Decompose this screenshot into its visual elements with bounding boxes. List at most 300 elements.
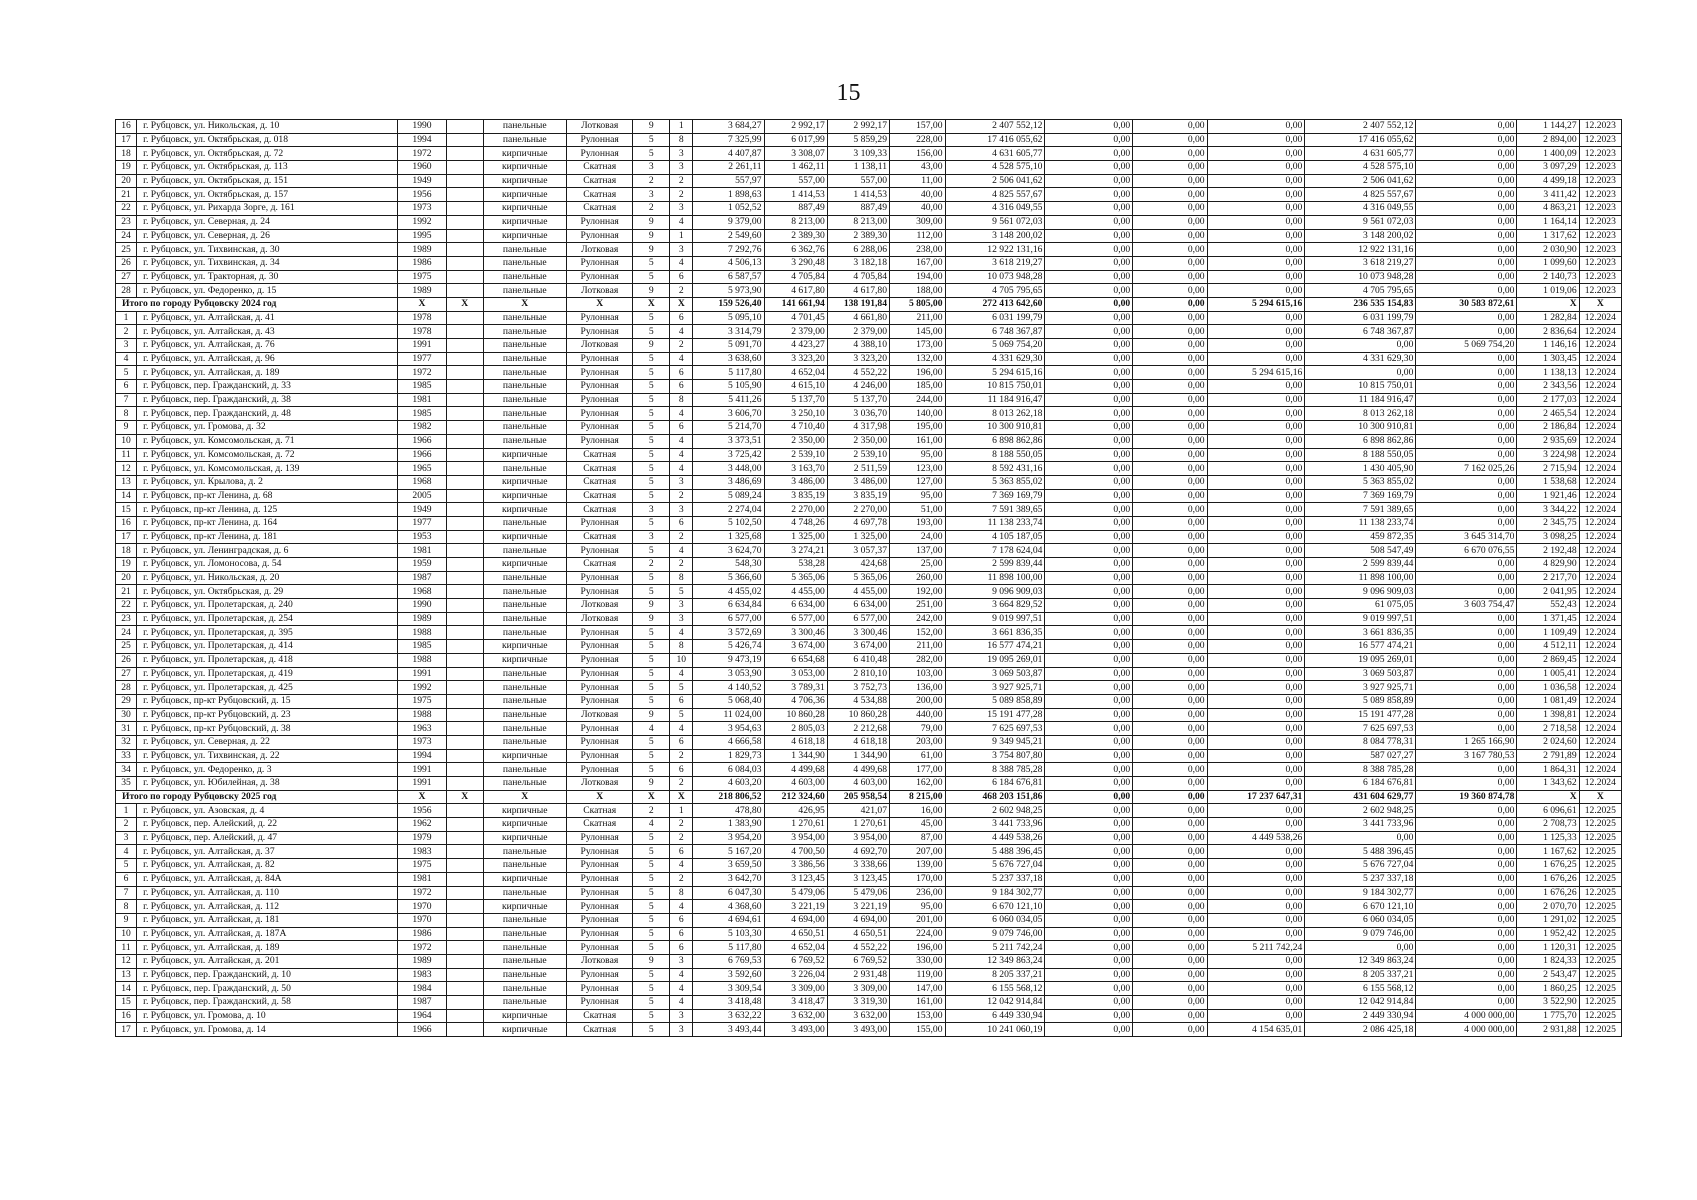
fund-federal-cell: 0,00	[1045, 393, 1133, 407]
entrances-cell: 4	[670, 352, 693, 366]
fund-local-cell: 0,00	[1207, 954, 1305, 968]
address-cell: г. Рубцовск, пр-кт Рубцовский, д. 23	[137, 708, 398, 722]
total-area-cell: 7 325,99	[693, 133, 764, 147]
row-number-cell: 23	[116, 612, 137, 626]
completion-date-cell: 12.2023	[1579, 270, 1621, 284]
row-number-cell: 27	[116, 270, 137, 284]
living-area-cell: 1 270,61	[764, 818, 827, 832]
floors-cell: 3	[633, 188, 670, 202]
floors-cell: 5	[633, 763, 670, 777]
year-cell: 1977	[398, 352, 447, 366]
year-cell: 1949	[398, 503, 447, 517]
total-area-cell: 1 829,73	[693, 749, 764, 763]
entrances-cell: 4	[670, 900, 693, 914]
total-area-cell: 5 117,80	[693, 941, 764, 955]
wall-material-cell: кирпичные	[483, 161, 566, 175]
table-row	[116, 503, 1622, 517]
wall-material-cell: панельные	[483, 927, 566, 941]
residential-area-cell: 5 479,06	[827, 886, 889, 900]
blank-cell	[446, 667, 483, 681]
unit-cost-cell: 2 217,70	[1517, 571, 1579, 585]
table-row	[116, 462, 1622, 476]
fund-owners-cell: 431 604 629,77	[1305, 790, 1416, 804]
roof-type-cell: Рулонная	[566, 900, 633, 914]
repair-cost-cell: 8 388 785,28	[945, 763, 1045, 777]
fund-federal-cell: 0,00	[1045, 133, 1133, 147]
row-number-cell: 10	[116, 927, 137, 941]
fund-regional-cell: 0,00	[1133, 694, 1207, 708]
repair-cost-cell: 12 349 863,24	[945, 954, 1045, 968]
total-area-cell: 3 954,63	[693, 722, 764, 736]
year-cell: 1987	[398, 996, 447, 1010]
unit-cost-cell: 2 869,45	[1517, 653, 1579, 667]
address-cell: г. Рубцовск, ул. Никольская, д. 10	[137, 120, 398, 134]
total-area-cell: 2 549,60	[693, 229, 764, 243]
blank-cell	[446, 612, 483, 626]
total-area-cell: 2 274,04	[693, 503, 764, 517]
repair-cost-cell: 10 300 910,81	[945, 421, 1045, 435]
roof-type-cell: Рулонная	[566, 516, 633, 530]
residents-cell: 330,00	[890, 954, 946, 968]
fund-federal-cell: 0,00	[1045, 571, 1133, 585]
row-number-cell: 32	[116, 735, 137, 749]
fund-other-cell: 0,00	[1416, 708, 1517, 722]
roof-type-cell: Рулонная	[566, 215, 633, 229]
repair-cost-cell: 3 618 219,27	[945, 256, 1045, 270]
fund-regional-cell: 0,00	[1133, 1023, 1207, 1037]
roof-type-cell: Рулонная	[566, 229, 633, 243]
blank-cell	[446, 859, 483, 873]
fund-other-cell: 0,00	[1416, 133, 1517, 147]
address-cell: г. Рубцовск, ул. Пролетарская, д. 419	[137, 667, 398, 681]
table-row	[116, 407, 1622, 421]
unit-cost-cell: 1 282,84	[1517, 311, 1579, 325]
residential-area-cell: 4 697,78	[827, 516, 889, 530]
repair-cost-cell: 17 416 055,62	[945, 133, 1045, 147]
address-cell: г. Рубцовск, ул. Юбилейная, д. 38	[137, 777, 398, 791]
fund-owners-cell: 7 369 169,79	[1305, 489, 1416, 503]
fund-local-cell: 0,00	[1207, 585, 1305, 599]
completion-date-cell: 12.2024	[1579, 763, 1621, 777]
completion-date-cell: 12.2024	[1579, 735, 1621, 749]
table-body	[116, 120, 1622, 1037]
address-cell: г. Рубцовск, ул. Крылова, д. 2	[137, 475, 398, 489]
living-area-cell: 6 362,76	[764, 243, 827, 257]
unit-cost-cell: 2 177,03	[1517, 393, 1579, 407]
fund-owners-cell: 1 430 405,90	[1305, 462, 1416, 476]
year-cell: 1972	[398, 886, 447, 900]
completion-date-cell: 12.2024	[1579, 544, 1621, 558]
unit-cost-cell: 2 718,58	[1517, 722, 1579, 736]
blank-cell	[446, 421, 483, 435]
residential-area-cell: 4 603,00	[827, 777, 889, 791]
unit-cost-cell: 1 952,42	[1517, 927, 1579, 941]
completion-date-cell: 12.2024	[1579, 393, 1621, 407]
entrances-cell: 6	[670, 270, 693, 284]
unit-cost-cell: 2 543,47	[1517, 968, 1579, 982]
wall-material-cell: панельные	[483, 982, 566, 996]
fund-other-cell: 0,00	[1416, 434, 1517, 448]
total-area-cell: 4 666,58	[693, 735, 764, 749]
wall-material-cell: панельные	[483, 954, 566, 968]
table-row	[116, 954, 1622, 968]
residents-cell: 203,00	[890, 735, 946, 749]
fund-other-cell: 5 069 754,20	[1416, 339, 1517, 353]
fund-local-cell: 0,00	[1207, 886, 1305, 900]
row-number-cell: 33	[116, 749, 137, 763]
floors-cell: 3	[633, 503, 670, 517]
fund-federal-cell: 0,00	[1045, 188, 1133, 202]
wall-material-cell: панельные	[483, 133, 566, 147]
fund-owners-cell: 4 331 629,30	[1305, 352, 1416, 366]
residents-cell: 45,00	[890, 818, 946, 832]
residential-area-cell: 4 618,18	[827, 735, 889, 749]
wall-material-cell: кирпичные	[483, 174, 566, 188]
total-area-cell: 1 052,52	[693, 202, 764, 216]
roof-type-cell: Скатная	[566, 558, 633, 572]
row-number-cell: 1	[116, 311, 137, 325]
total-area-cell: 3 606,70	[693, 407, 764, 421]
fund-owners-cell: 0,00	[1305, 831, 1416, 845]
wall-material-cell: кирпичные	[483, 215, 566, 229]
address-cell: г. Рубцовск, ул. Комсомольская, д. 71	[137, 434, 398, 448]
entrances-cell: 6	[670, 366, 693, 380]
residents-cell: 119,00	[890, 968, 946, 982]
repair-cost-cell: 7 369 169,79	[945, 489, 1045, 503]
blank-cell	[446, 722, 483, 736]
repair-cost-cell: 3 754 807,80	[945, 749, 1045, 763]
fund-local-cell: 0,00	[1207, 749, 1305, 763]
row-number-cell: 13	[116, 475, 137, 489]
row-number-cell: 4	[116, 352, 137, 366]
row-number-cell: 5	[116, 859, 137, 873]
year-cell: 1972	[398, 941, 447, 955]
living-area-cell: 8 213,00	[764, 215, 827, 229]
table-row	[116, 325, 1622, 339]
floors-cell: 5	[633, 585, 670, 599]
completion-date-cell: 12.2024	[1579, 311, 1621, 325]
total-area-cell: 4 694,61	[693, 913, 764, 927]
year-cell: 1956	[398, 188, 447, 202]
fund-regional-cell: 0,00	[1133, 872, 1207, 886]
roof-type-cell: Рулонная	[566, 982, 633, 996]
unit-cost-cell: 1 164,14	[1517, 215, 1579, 229]
entrances-cell: 3	[670, 1023, 693, 1037]
completion-date-cell: 12.2024	[1579, 653, 1621, 667]
blank-cell	[446, 462, 483, 476]
row-number-cell: 35	[116, 777, 137, 791]
blank-cell	[446, 489, 483, 503]
fund-owners-cell: 5 237 337,18	[1305, 872, 1416, 886]
floors-cell: 9	[633, 215, 670, 229]
address-cell: г. Рубцовск, ул. Громова, д. 32	[137, 421, 398, 435]
completion-date-cell: 12.2024	[1579, 530, 1621, 544]
repair-cost-cell: 11 138 233,74	[945, 516, 1045, 530]
completion-date-cell: 12.2024	[1579, 407, 1621, 421]
fund-regional-cell: 0,00	[1133, 954, 1207, 968]
residents-cell: 192,00	[890, 585, 946, 599]
fund-regional-cell: 0,00	[1133, 503, 1207, 517]
wall-material-cell: кирпичные	[483, 475, 566, 489]
roof-type-cell: Скатная	[566, 818, 633, 832]
fund-regional-cell: 0,00	[1133, 558, 1207, 572]
blank-cell	[446, 708, 483, 722]
living-area-cell: 1 414,53	[764, 188, 827, 202]
table-row	[116, 640, 1622, 654]
completion-date-cell: 12.2023	[1579, 256, 1621, 270]
residents-cell: 228,00	[890, 133, 946, 147]
fund-federal-cell: 0,00	[1045, 640, 1133, 654]
address-cell: г. Рубцовск, ул. Пролетарская, д. 418	[137, 653, 398, 667]
table-row	[116, 1009, 1622, 1023]
address-cell: г. Рубцовск, пер. Гражданский, д. 48	[137, 407, 398, 421]
fund-federal-cell: 0,00	[1045, 859, 1133, 873]
address-cell: г. Рубцовск, ул. Алтайская, д. 37	[137, 845, 398, 859]
roof-type-cell: Рулонная	[566, 421, 633, 435]
blank-cell	[446, 215, 483, 229]
fund-local-cell: 0,00	[1207, 681, 1305, 695]
completion-date-cell: 12.2024	[1579, 366, 1621, 380]
fund-federal-cell: 0,00	[1045, 941, 1133, 955]
fund-owners-cell: 9 184 302,77	[1305, 886, 1416, 900]
unit-cost-cell: 1 371,45	[1517, 612, 1579, 626]
row-number-cell: 12	[116, 462, 137, 476]
residential-area-cell: 4 705,84	[827, 270, 889, 284]
fund-local-cell: 0,00	[1207, 174, 1305, 188]
blank-cell	[446, 558, 483, 572]
entrances-cell: 4	[670, 215, 693, 229]
blank-cell	[446, 845, 483, 859]
address-cell: г. Рубцовск, ул. Громова, д. 10	[137, 1009, 398, 1023]
fund-owners-cell: 6 748 367,87	[1305, 325, 1416, 339]
residents-cell: 251,00	[890, 599, 946, 613]
residential-area-cell: 4 552,22	[827, 941, 889, 955]
fund-local-cell: 0,00	[1207, 859, 1305, 873]
year-cell: 1991	[398, 763, 447, 777]
year-cell: 1965	[398, 462, 447, 476]
total-area-cell: 6 769,53	[693, 954, 764, 968]
fund-owners-cell: 4 528 575,10	[1305, 161, 1416, 175]
residential-area-cell: 3 493,00	[827, 1023, 889, 1037]
table-row	[116, 708, 1622, 722]
fund-other-cell: 4 000 000,00	[1416, 1009, 1517, 1023]
entrances-cell: 8	[670, 393, 693, 407]
table-row	[116, 188, 1622, 202]
residential-area-cell: 3 123,45	[827, 872, 889, 886]
residential-area-cell: 3 486,00	[827, 475, 889, 489]
blank-cell	[446, 311, 483, 325]
wall-material-cell: кирпичные	[483, 749, 566, 763]
table-row	[116, 653, 1622, 667]
living-area-cell: 3 386,56	[764, 859, 827, 873]
residential-area-cell: 1 344,90	[827, 749, 889, 763]
fund-owners-cell: 6 670 121,10	[1305, 900, 1416, 914]
address-cell: г. Рубцовск, ул. Пролетарская, д. 414	[137, 640, 398, 654]
residents-cell: 309,00	[890, 215, 946, 229]
repair-cost-cell: 9 184 302,77	[945, 886, 1045, 900]
repair-cost-cell: 5 069 754,20	[945, 339, 1045, 353]
floors-cell: 5	[633, 352, 670, 366]
fund-federal-cell: 0,00	[1045, 339, 1133, 353]
row-number-cell: 7	[116, 886, 137, 900]
year-cell: 1966	[398, 448, 447, 462]
fund-owners-cell: 17 416 055,62	[1305, 133, 1416, 147]
fund-owners-cell: 12 922 131,16	[1305, 243, 1416, 257]
living-area-cell: 2 379,00	[764, 325, 827, 339]
living-area-cell: 6 654,68	[764, 653, 827, 667]
wall-material-cell: панельные	[483, 612, 566, 626]
completion-date-cell: 12.2025	[1579, 913, 1621, 927]
completion-date-cell: 12.2025	[1579, 872, 1621, 886]
completion-date-cell: 12.2024	[1579, 434, 1621, 448]
fund-owners-cell: 3 661 836,35	[1305, 626, 1416, 640]
table-row	[116, 667, 1622, 681]
unit-cost-cell: 1 343,62	[1517, 777, 1579, 791]
residential-area-cell: 3 954,00	[827, 831, 889, 845]
roof-type-cell: Лотковая	[566, 120, 633, 134]
fund-regional-cell: 0,00	[1133, 941, 1207, 955]
residential-area-cell: 3 309,00	[827, 982, 889, 996]
table-row	[116, 612, 1622, 626]
table-row	[116, 886, 1622, 900]
unit-cost-cell: 1 120,31	[1517, 941, 1579, 955]
living-area-cell: 3 250,10	[764, 407, 827, 421]
wall-material-cell: панельные	[483, 722, 566, 736]
address-cell: г. Рубцовск, ул. Алтайская, д. 110	[137, 886, 398, 900]
entrances-cell: 5	[670, 708, 693, 722]
entrances-cell: 3	[670, 954, 693, 968]
year-cell: 1970	[398, 900, 447, 914]
total-area-cell: 3 725,42	[693, 448, 764, 462]
total-area-cell: 3 954,20	[693, 831, 764, 845]
roof-type-cell: Рулонная	[566, 393, 633, 407]
table-row	[116, 202, 1622, 216]
fund-federal-cell: 0,00	[1045, 380, 1133, 394]
living-area-cell: 4 617,80	[764, 284, 827, 298]
blank-cell	[446, 1023, 483, 1037]
table-row	[116, 352, 1622, 366]
blank-cell	[446, 872, 483, 886]
blank-cell	[446, 516, 483, 530]
fund-local-cell: 0,00	[1207, 777, 1305, 791]
residents-cell: 145,00	[890, 325, 946, 339]
table-row	[116, 366, 1622, 380]
residents-cell: 132,00	[890, 352, 946, 366]
fund-owners-cell: 4 705 795,65	[1305, 284, 1416, 298]
table-row	[116, 393, 1622, 407]
entrances-cell: 1	[670, 120, 693, 134]
total-area-cell: 3 309,54	[693, 982, 764, 996]
fund-owners-cell: 10 815 750,01	[1305, 380, 1416, 394]
fund-regional-cell: 0,00	[1133, 434, 1207, 448]
floors-cell: 9	[633, 243, 670, 257]
wall-material-cell: кирпичные	[483, 831, 566, 845]
residential-area-cell: 4 650,51	[827, 927, 889, 941]
roof-type-cell: Рулонная	[566, 366, 633, 380]
fund-federal-cell: 0,00	[1045, 872, 1133, 886]
repair-cost-cell: 5 363 855,02	[945, 475, 1045, 489]
residents-cell: 140,00	[890, 407, 946, 421]
living-area-cell: 2 992,17	[764, 120, 827, 134]
total-area-cell: 11 024,00	[693, 708, 764, 722]
floors-cell: 5	[633, 434, 670, 448]
blank-cell	[446, 571, 483, 585]
address-cell: г. Рубцовск, ул. Пролетарская, д. 240	[137, 599, 398, 613]
row-number-cell: 22	[116, 202, 137, 216]
blank-cell	[446, 366, 483, 380]
table-row	[116, 448, 1622, 462]
wall-material-cell: панельные	[483, 339, 566, 353]
completion-date-cell: 12.2023	[1579, 161, 1621, 175]
fund-owners-cell: 10 073 948,28	[1305, 270, 1416, 284]
fund-other-cell: 0,00	[1416, 393, 1517, 407]
fund-regional-cell: 0,00	[1133, 982, 1207, 996]
living-area-cell: 538,28	[764, 558, 827, 572]
floors-cell: 3	[633, 530, 670, 544]
fund-owners-cell: 8 205 337,21	[1305, 968, 1416, 982]
total-area-cell: 5 103,30	[693, 927, 764, 941]
entrances-cell: 5	[670, 585, 693, 599]
completion-date-cell: 12.2025	[1579, 954, 1621, 968]
unit-cost-cell: 1 125,33	[1517, 831, 1579, 845]
blank-cell	[446, 585, 483, 599]
repair-cost-cell: 4 316 049,55	[945, 202, 1045, 216]
living-area-cell: 4 423,27	[764, 339, 827, 353]
blank-cell	[446, 243, 483, 257]
address-cell: г. Рубцовск, ул. Пролетарская, д. 254	[137, 612, 398, 626]
fund-local-cell: 0,00	[1207, 927, 1305, 941]
total-area-cell: 7 292,76	[693, 243, 764, 257]
fund-other-cell: 0,00	[1416, 352, 1517, 366]
residents-cell: 61,00	[890, 749, 946, 763]
residential-area-cell: 1 325,00	[827, 530, 889, 544]
blank-cell	[446, 777, 483, 791]
wall-material-cell: панельные	[483, 968, 566, 982]
total-area-cell: 6 634,84	[693, 599, 764, 613]
wall-material-cell: панельные	[483, 352, 566, 366]
address-cell: г. Рубцовск, ул. Ломоносова, д. 54	[137, 558, 398, 572]
living-area-cell: 557,00	[764, 174, 827, 188]
repair-cost-cell: 10 815 750,01	[945, 380, 1045, 394]
total-area-cell: 9 473,19	[693, 653, 764, 667]
address-cell: г. Рубцовск, ул. Алтайская, д. 187А	[137, 927, 398, 941]
floors-cell: X	[633, 297, 670, 311]
blank-cell	[446, 503, 483, 517]
total-area-cell: 548,30	[693, 558, 764, 572]
row-number-cell: 14	[116, 982, 137, 996]
fund-federal-cell: 0,00	[1045, 243, 1133, 257]
floors-cell: 5	[633, 421, 670, 435]
completion-date-cell: 12.2024	[1579, 380, 1621, 394]
completion-date-cell: 12.2023	[1579, 120, 1621, 134]
total-area-cell: 218 806,52	[693, 790, 764, 804]
roof-type-cell: Рулонная	[566, 763, 633, 777]
residential-area-cell: 3 674,00	[827, 640, 889, 654]
fund-owners-cell: 508 547,49	[1305, 544, 1416, 558]
completion-date-cell: 12.2025	[1579, 831, 1621, 845]
roof-type-cell: Рулонная	[566, 913, 633, 927]
fund-regional-cell: 0,00	[1133, 352, 1207, 366]
wall-material-cell: панельные	[483, 599, 566, 613]
fund-federal-cell: 0,00	[1045, 681, 1133, 695]
residential-area-cell: 4 534,88	[827, 694, 889, 708]
fund-other-cell: 0,00	[1416, 804, 1517, 818]
table-row	[116, 845, 1622, 859]
floors-cell: 5	[633, 653, 670, 667]
fund-local-cell: 0,00	[1207, 407, 1305, 421]
address-cell: г. Рубцовск, пер. Гражданский, д. 58	[137, 996, 398, 1010]
address-cell: г. Рубцовск, ул. Октябрьская, д. 157	[137, 188, 398, 202]
